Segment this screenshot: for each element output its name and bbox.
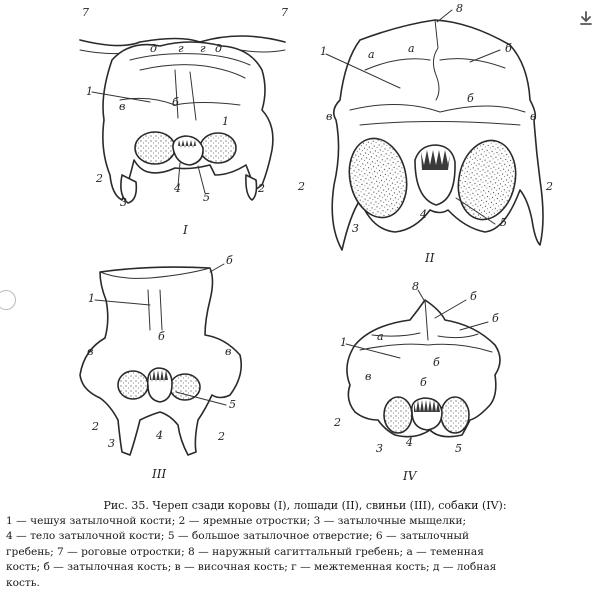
svg-text:5: 5	[455, 442, 462, 455]
svg-text:б: б	[433, 356, 440, 369]
svg-text:8: 8	[412, 280, 419, 293]
svg-text:1: 1	[222, 115, 229, 128]
svg-text:б: б	[172, 96, 179, 109]
skull-cow	[80, 6, 288, 237]
svg-text:4: 4	[174, 182, 181, 195]
svg-text:2: 2	[334, 416, 341, 429]
svg-text:б: б	[505, 42, 512, 55]
svg-text:I: I	[183, 223, 188, 237]
svg-text:2: 2	[218, 430, 225, 443]
svg-text:1: 1	[88, 292, 95, 305]
svg-text:4: 4	[406, 436, 413, 449]
svg-text:2: 2	[546, 180, 553, 193]
svg-text:IV: IV	[403, 469, 417, 483]
svg-text:б: б	[492, 312, 499, 325]
svg-text:4: 4	[156, 429, 163, 442]
svg-text:1: 1	[320, 45, 327, 58]
svg-text:II: II	[425, 251, 435, 265]
svg-text:4: 4	[420, 208, 427, 221]
svg-text:3: 3	[108, 437, 115, 450]
svg-text:3: 3	[120, 196, 127, 209]
svg-text:1: 1	[340, 336, 347, 349]
svg-text:б: б	[158, 330, 165, 343]
svg-text:в: в	[119, 100, 126, 113]
svg-text:в: в	[365, 370, 372, 383]
svg-text:д: д	[215, 42, 222, 55]
svg-text:в: в	[87, 345, 94, 358]
svg-text:г: г	[200, 42, 206, 55]
svg-text:в: в	[326, 110, 333, 123]
svg-text:5: 5	[229, 398, 236, 411]
svg-text:2: 2	[258, 182, 265, 195]
svg-text:б: б	[226, 254, 233, 267]
svg-text:5: 5	[203, 191, 210, 204]
skull-pig	[80, 254, 241, 481]
svg-text:2: 2	[298, 180, 305, 193]
caption-line-5: кость.	[6, 576, 40, 589]
caption-line-1: 1 — чешуя затылочной кости; 2 — яремные отростки; 3 — затылочные мыщелки;	[6, 514, 467, 527]
svg-text:а: а	[368, 48, 375, 61]
skull-horse	[297, 2, 553, 265]
svg-text:б: б	[470, 290, 477, 303]
svg-text:3: 3	[352, 222, 359, 235]
caption-line-4: кость; б — затылочная кость; в — височная кость; г — межтеменная кость; д — лобная	[6, 561, 497, 573]
caption-line-2: 4 — тело затылочной кости; 5 — большое затылочное отверстие; 6 — затылочный	[6, 530, 470, 542]
svg-text:г: г	[178, 42, 184, 55]
svg-text:в: в	[530, 110, 537, 123]
svg-text:7: 7	[281, 6, 288, 19]
svg-text:д: д	[150, 42, 157, 55]
svg-text:7: 7	[82, 6, 89, 19]
svg-text:а: а	[408, 42, 415, 55]
caption-title: Рис. 35. Череп сзади коровы (I), лошади (II), свиньи (III), собаки (IV):	[103, 499, 507, 512]
svg-text:5: 5	[500, 216, 507, 229]
download-arrow-icon	[580, 11, 592, 25]
svg-text:в: в	[225, 345, 232, 358]
svg-text:а: а	[377, 330, 384, 343]
svg-text:III: III	[152, 467, 167, 481]
svg-text:б: б	[420, 376, 427, 389]
svg-text:1: 1	[86, 85, 93, 98]
svg-text:2: 2	[96, 172, 103, 185]
figure-caption	[6, 498, 604, 591]
svg-text:2: 2	[92, 420, 99, 433]
svg-text:8: 8	[456, 2, 463, 15]
svg-text:б: б	[467, 92, 474, 105]
svg-text:3: 3	[376, 442, 383, 455]
download-button[interactable]	[577, 9, 595, 27]
caption-line-3: гребень; 7 — роговые отростки; 8 — наружный сагиттальный гребень; а — теменная	[6, 545, 484, 558]
skull-dog	[333, 280, 500, 483]
